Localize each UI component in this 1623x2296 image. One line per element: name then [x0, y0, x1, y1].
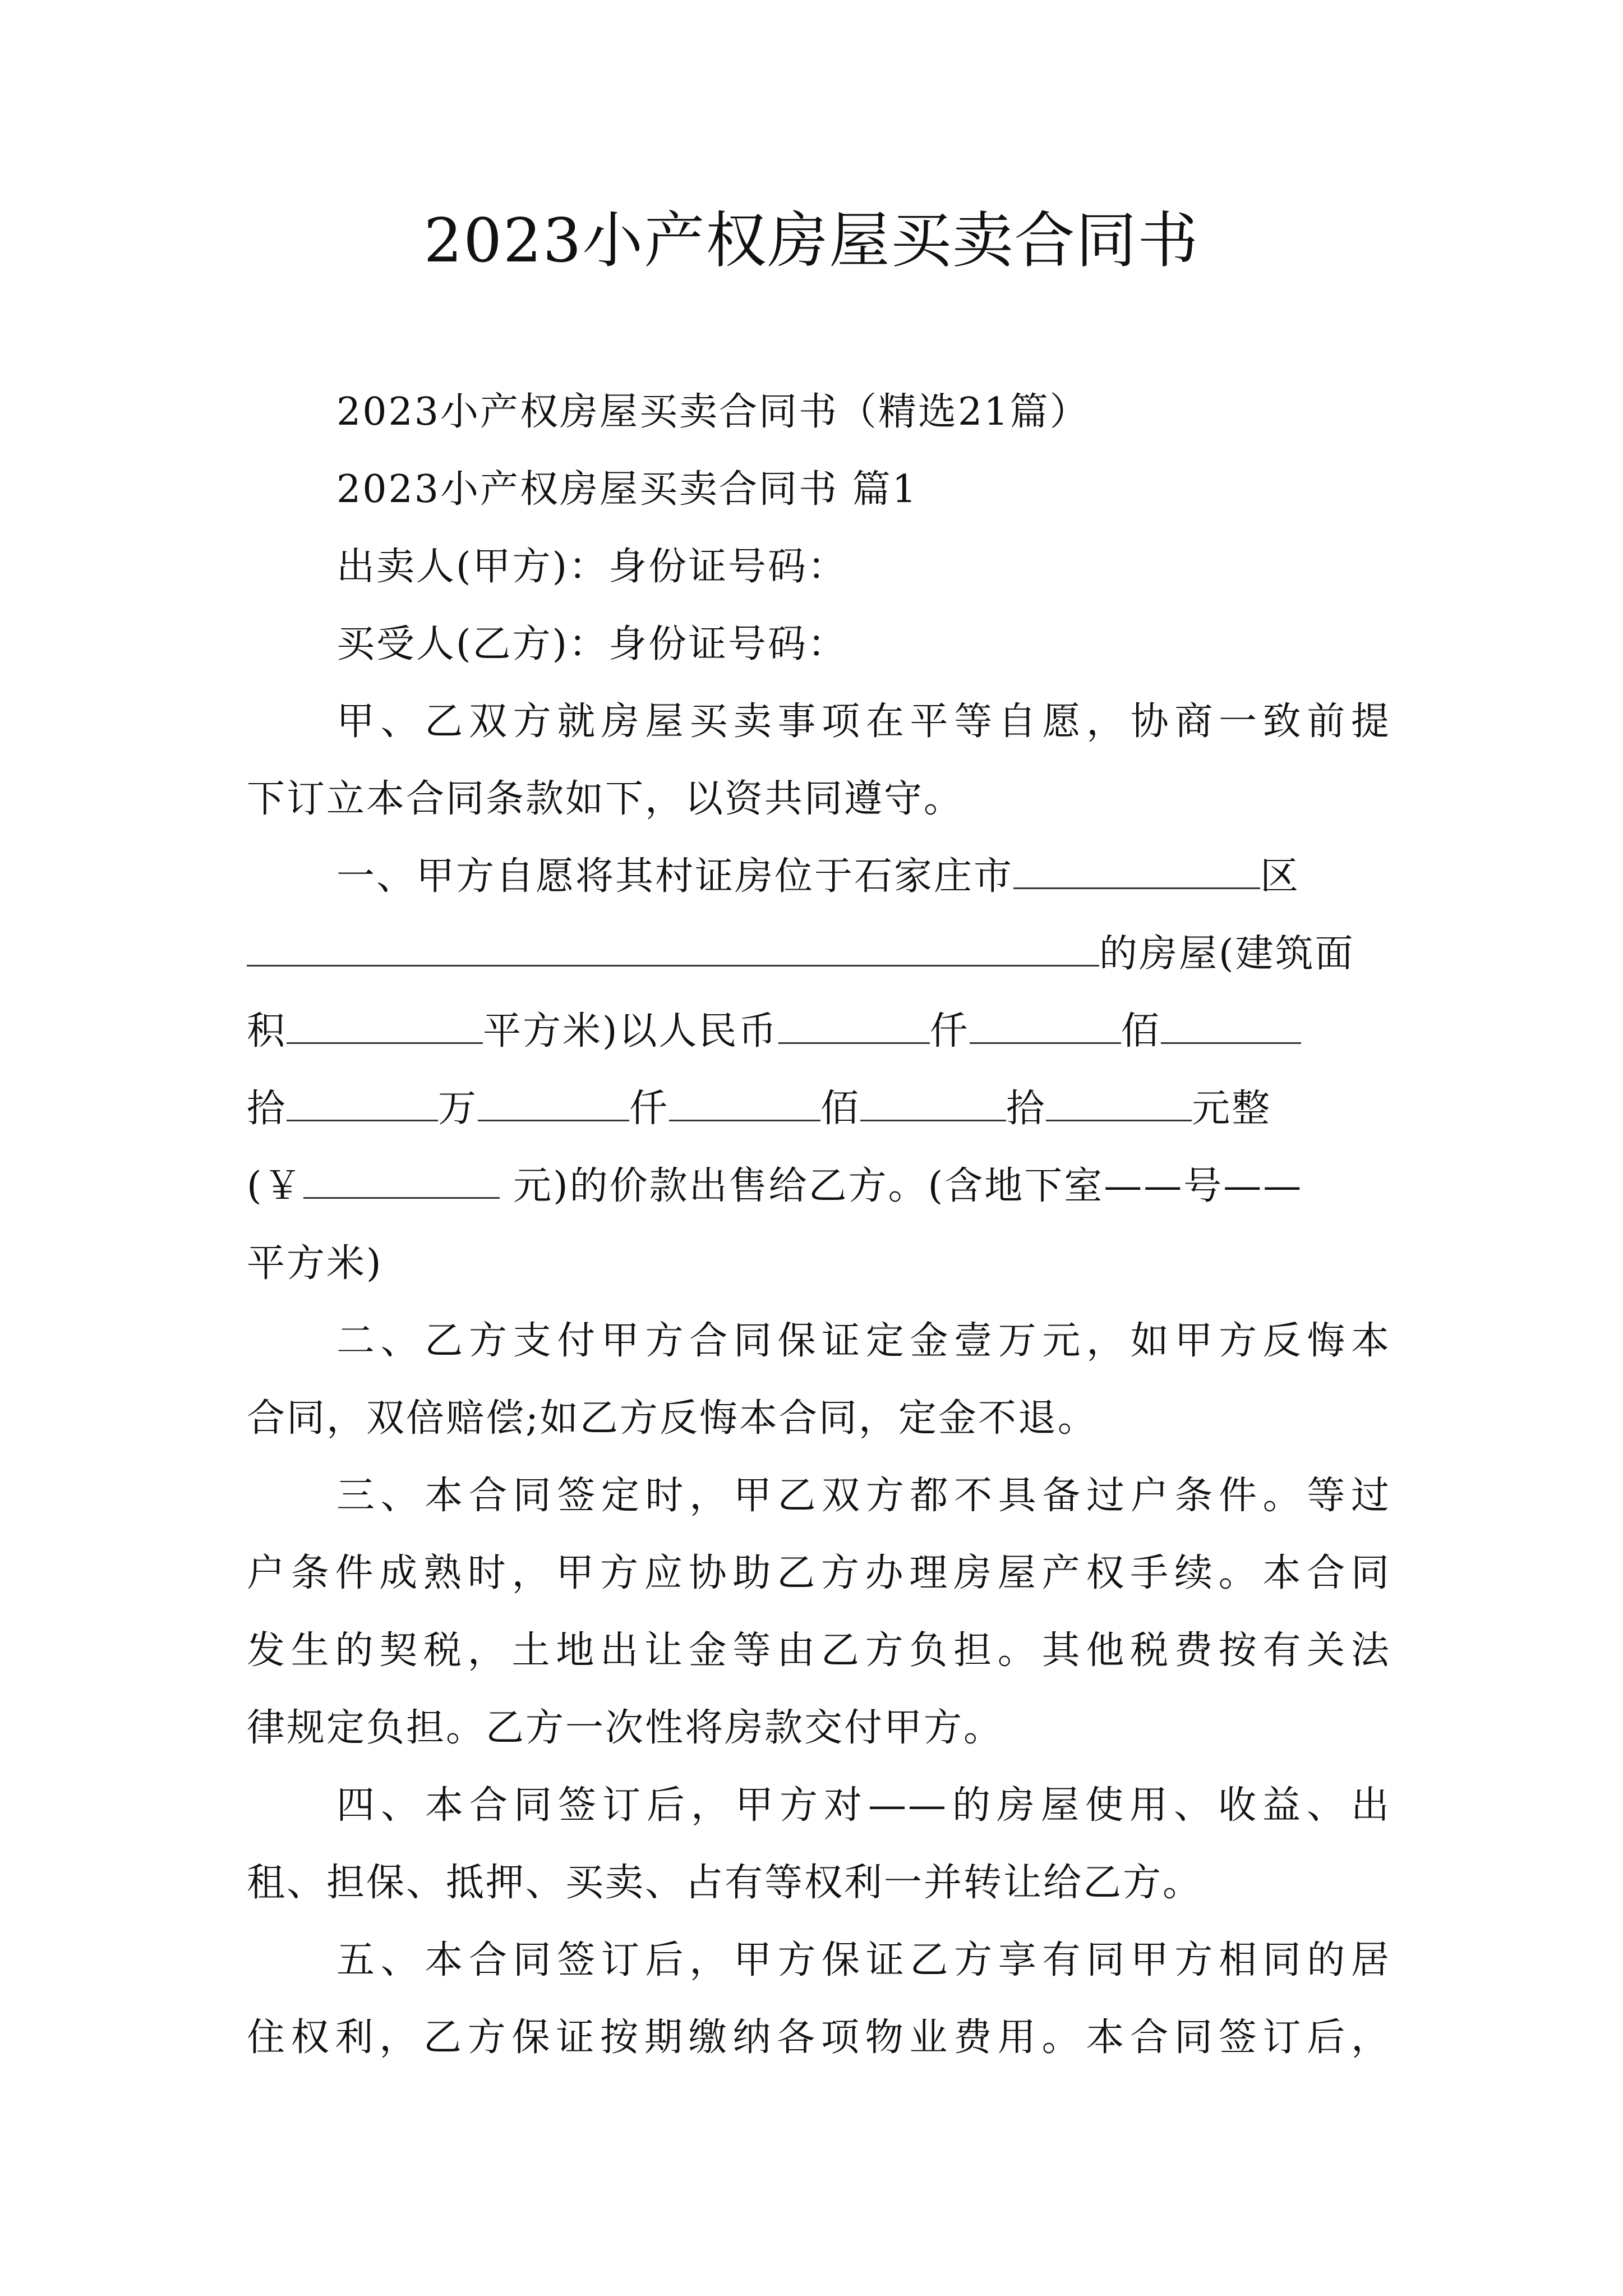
amount-blank [478, 1085, 629, 1121]
area-blank [287, 1007, 483, 1044]
amount-blank [1161, 1007, 1301, 1044]
clause1-text: 拾 [1006, 1087, 1046, 1131]
clause1-text: 积 [247, 1009, 287, 1053]
clause3-line-3: 发生的契税，土地出让金等由乙方负担。其他税费按有关法 [247, 1628, 1391, 1673]
amount-blank [287, 1085, 438, 1121]
clause1-text: 万 [438, 1087, 478, 1131]
clause1-text: 仟 [629, 1087, 670, 1131]
clause1-text: 佰 [820, 1087, 861, 1131]
amount-blank [669, 1085, 820, 1121]
clause4-line-2: 租、担保、抵押、买卖、占有等权利一并转让给乙方。 [247, 1861, 1203, 1905]
amount-blank [778, 1007, 930, 1044]
clause2-line-2: 合同，双倍赔偿;如乙方反悔本合同，定金不退。 [247, 1396, 1098, 1441]
clause3-line-1: 三、本合同签定时，甲乙双方都不具备过户条件。等过 [336, 1474, 1391, 1518]
clause1-text: 元)的价款出售给乙方。(含地下室——号—— [499, 1164, 1303, 1208]
preamble-line-1: 甲、乙双方就房屋买卖事项在平等自愿，协商一致前提 [336, 700, 1391, 744]
amount-blank [970, 1007, 1121, 1044]
clause2-line-1: 二、乙方支付甲方合同保证定金壹万元，如甲方反悔本 [336, 1319, 1391, 1363]
clause1-text: 的房屋(建筑面 [1099, 932, 1355, 976]
clause1-line-3 [247, 1004, 1391, 1060]
district-blank [1013, 853, 1260, 889]
clause1-text: 拾 [247, 1087, 287, 1131]
document-title: 2023小产权房屋买卖合同书 [423, 206, 1200, 276]
clause1-text: 佰 [1121, 1009, 1161, 1053]
price-blank [303, 1162, 500, 1199]
clause1-text: 元整 [1192, 1087, 1272, 1131]
clause1-text: 仟 [929, 1009, 970, 1053]
amount-blank [1046, 1085, 1192, 1121]
clause3-line-2: 户条件成熟时，甲方应协助乙方办理房屋产权手续。本合同 [247, 1551, 1391, 1595]
clause1-line-5 [247, 1158, 1391, 1214]
buyer-line: 买受人(乙方)：身份证号码： [336, 622, 848, 666]
clause5-line-2: 住权利，乙方保证按期缴纳各项物业费用。本合同签订后， [247, 2016, 1391, 2060]
clause4-line-1: 四、本合同签订后，甲方对——的房屋使用、收益、出 [336, 1783, 1391, 1828]
clause5-line-1: 五、本合同签订后，甲方保证乙方享有同甲方相同的居 [336, 1938, 1391, 1982]
clause1-line-6: 平方米) [247, 1241, 383, 1286]
clause1-text: (￥ [247, 1164, 303, 1208]
seller-line: 出卖人(甲方)：身份证号码： [336, 545, 848, 589]
amount-blank [860, 1085, 1006, 1121]
clause1-line-1 [336, 849, 1391, 905]
document-subtitle: 2023小产权房屋买卖合同书（精选21篇） [336, 390, 1090, 434]
clause1-line-2 [247, 926, 1391, 982]
preamble-line-2: 下订立本合同条款如下，以资共同遵守。 [247, 777, 964, 821]
clause1-text: 平方米)以人民币 [483, 1009, 778, 1053]
address-blank [247, 930, 1099, 967]
clause1-text: 一、甲方自愿将其村证房位于石家庄市 [336, 854, 1014, 899]
clause3-line-4: 律规定负担。乙方一次性将房款交付甲方。 [247, 1706, 1004, 1750]
clause1-text: 区 [1260, 854, 1301, 899]
clause1-line-4 [247, 1081, 1391, 1137]
section-heading: 2023小产权房屋买卖合同书 篇1 [336, 467, 918, 512]
